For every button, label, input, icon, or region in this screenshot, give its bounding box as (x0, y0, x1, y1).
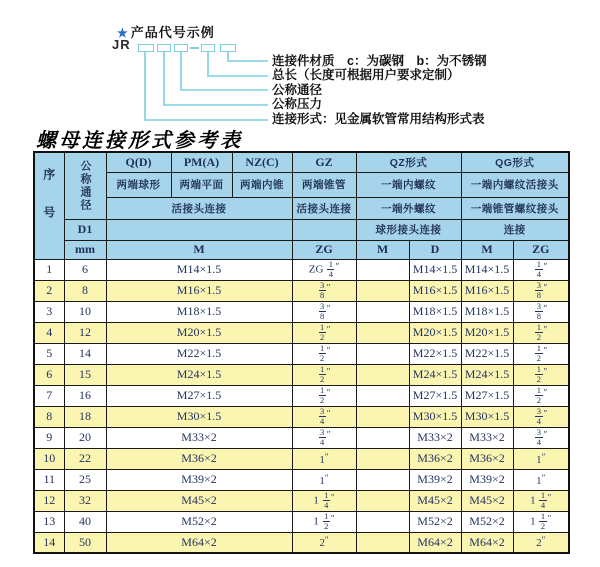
cell-qg-zg: 1″ (513, 448, 569, 469)
unit-header-qg-m: M (461, 240, 513, 259)
cell-mm: 6 (64, 259, 106, 280)
cell-qz-d: M24×1.5 (409, 364, 461, 385)
cell-no: 6 (34, 364, 64, 385)
cell-qz-d: M45×2 (409, 490, 461, 511)
cell-m: M22×1.5 (106, 343, 292, 364)
cell-m: M18×1.5 (106, 301, 292, 322)
inch-mark: ″ (547, 492, 552, 503)
fraction: $\frac{1}{2}$ (320, 385, 325, 405)
cell-m: M45×2 (106, 490, 292, 511)
table-row (34, 406, 569, 427)
fraction: $\frac{3}{4}$ (536, 406, 541, 426)
cell-zg (292, 364, 356, 385)
inch-mark: ″ (324, 535, 329, 546)
cell-no: 7 (34, 385, 64, 406)
fraction: $\frac{3}{4}$ (320, 427, 325, 447)
cell-qg-m: M45×2 (461, 490, 513, 511)
cell-qz-d: M18×1.5 (409, 301, 461, 322)
inch-mark: ″ (543, 408, 548, 419)
cell-qz-m (356, 469, 409, 490)
label-total-length: 总长（长度可根据用户要求定制） (272, 68, 460, 82)
cell-qg-m: M22×1.5 (461, 343, 513, 364)
cell-qg-zg (513, 280, 569, 301)
cell-m: M39×2 (106, 469, 292, 490)
cell-qz-d: M20×1.5 (409, 322, 461, 343)
page-title: 螺母连接形式参考表 (36, 130, 243, 152)
fraction: $\frac{1}{2}$ (536, 385, 541, 405)
cell-m: M24×1.5 (106, 364, 292, 385)
inch-mark: ″ (543, 303, 548, 314)
fraction: $\frac{1}{2}$ (536, 343, 541, 363)
cell-qg-m: M14×1.5 (461, 259, 513, 280)
cell-qz-m (356, 385, 409, 406)
cell-no: 10 (34, 448, 64, 469)
inch-mark: ″ (335, 261, 340, 272)
desc-nzc: 两端内锥 (232, 172, 292, 197)
col-header-nzc: NZ(C) (232, 152, 292, 172)
col-header-nominal-bore: 公称通径 (64, 152, 106, 219)
cell-mm: 12 (64, 322, 106, 343)
cell-no: 3 (34, 301, 64, 322)
inch-mark: ″ (330, 492, 335, 503)
inch-mark: ″ (326, 345, 331, 356)
inch-mark: ″ (541, 472, 546, 483)
label-nominal-pressure: 公称压力 (272, 97, 323, 111)
cell-qz-m (356, 259, 409, 280)
cell-qg-zg (513, 259, 569, 280)
cell-qz-m (356, 322, 409, 343)
cell-mm: 16 (64, 385, 106, 406)
col-header-serial: 序号 (34, 152, 64, 259)
cell-qz-m (356, 301, 409, 322)
qz-connection: 球形接头连接 (356, 219, 461, 240)
cell-mm: 50 (64, 532, 106, 553)
table-row (34, 427, 569, 448)
unit-header-qg-zg: ZG (513, 240, 569, 259)
cell-m: M14×1.5 (106, 259, 292, 280)
cell-no: 11 (34, 469, 64, 490)
cell-qz-d: M27×1.5 (409, 385, 461, 406)
unit-header-zg: ZG (292, 240, 356, 259)
fraction: $\frac{3}{8}$ (320, 301, 325, 321)
table-row (34, 448, 569, 469)
fraction: $\frac{1}{2}$ (320, 322, 325, 342)
fraction: $\frac{1}{4}$ (328, 259, 333, 279)
cell-qg-m: M64×2 (461, 532, 513, 553)
fraction: $\frac{3}{8}$ (320, 280, 325, 300)
reference-table (33, 151, 570, 554)
cell-mm: 8 (64, 280, 106, 301)
cell-qz-m (356, 511, 409, 532)
inch-mark: ″ (543, 282, 548, 293)
cell-zg (292, 343, 356, 364)
cell-qg-zg (513, 406, 569, 427)
fraction: $\frac{1}{2}$ (536, 364, 541, 384)
table-row (34, 364, 569, 385)
cell-qg-m: M16×1.5 (461, 280, 513, 301)
union-connection: 活接头连接 (106, 197, 292, 219)
cell-qg-m: M30×1.5 (461, 406, 513, 427)
cell-no: 4 (34, 322, 64, 343)
cell-mm: 18 (64, 406, 106, 427)
cell-qg-zg: 1 $\frac{1}{4}$ ″ (513, 490, 569, 511)
cell-m: M20×1.5 (106, 322, 292, 343)
cell-m: M36×2 (106, 448, 292, 469)
cell-qg-zg: 1 $\frac{1}{2}$ ″ (513, 511, 569, 532)
table-row (34, 490, 569, 511)
qg-connection: 连接 (461, 219, 569, 240)
fraction: $\frac{3}{4}$ (536, 427, 541, 447)
cell-qg-m: M52×2 (461, 511, 513, 532)
desc-qg-2: 一端锥管螺纹接头 (461, 197, 569, 219)
cell-no: 5 (34, 343, 64, 364)
table-row (34, 469, 569, 490)
cell-qz-m (356, 280, 409, 301)
inch-mark: ″ (330, 513, 335, 524)
cell-qg-zg (513, 364, 569, 385)
cell-qg-zg: 2″ (513, 532, 569, 553)
cell-qz-m (356, 427, 409, 448)
col-header-qd: Q(D) (106, 152, 171, 172)
table-row (34, 532, 569, 553)
col-header-pma: PM(A) (171, 152, 232, 172)
cell-mm: 14 (64, 343, 106, 364)
cell-qz-m (356, 343, 409, 364)
inch-mark: ″ (547, 513, 552, 524)
cell-qg-zg (513, 385, 569, 406)
cell-qg-m: M24×1.5 (461, 364, 513, 385)
cell-qz-d: M36×2 (409, 448, 461, 469)
fraction: $\frac{3}{4}$ (320, 406, 325, 426)
table-row (34, 511, 569, 532)
unit-header-mm: mm (64, 240, 106, 259)
inch-mark: ″ (326, 429, 331, 440)
cell-qg-m: M36×2 (461, 448, 513, 469)
table-row (34, 259, 569, 280)
cell-m: M27×1.5 (106, 385, 292, 406)
inch-mark: ″ (543, 345, 548, 356)
cell-qg-zg (513, 322, 569, 343)
inch-mark: ″ (326, 324, 331, 335)
cell-zg: 1″ (292, 448, 356, 469)
cell-zg: 1 $\frac{1}{4}$ ″ (292, 490, 356, 511)
col-header-qg: QG形式 (461, 152, 569, 172)
cell-qz-m (356, 532, 409, 553)
cell-qz-d: M52×2 (409, 511, 461, 532)
inch-mark: ″ (324, 451, 329, 462)
cell-no: 1 (34, 259, 64, 280)
table-row (34, 280, 569, 301)
fraction: $\frac{1}{2}$ (320, 343, 325, 363)
unit-header-qz-d: D (409, 240, 461, 259)
cell-no: 13 (34, 511, 64, 532)
cell-no: 14 (34, 532, 64, 553)
inch-mark: ″ (326, 366, 331, 377)
desc-qd: 两端球形 (106, 172, 171, 197)
cell-qg-m: M33×2 (461, 427, 513, 448)
fraction: $\frac{1}{4}$ (324, 490, 329, 510)
cell-qz-m (356, 448, 409, 469)
col-header-gz: GZ (292, 152, 356, 172)
cell-qg-zg: 1″ (513, 469, 569, 490)
cell-qg-zg (513, 301, 569, 322)
cell-qz-d: M30×1.5 (409, 406, 461, 427)
cell-qg-m: M39×2 (461, 469, 513, 490)
cell-m: M16×1.5 (106, 280, 292, 301)
inch-mark: ″ (543, 261, 548, 272)
cell-mm: 40 (64, 511, 106, 532)
col-header-d1: D1 (64, 219, 106, 240)
cell-qg-m: M27×1.5 (461, 385, 513, 406)
cell-m: M64×2 (106, 532, 292, 553)
label-nominal-bore: 公称通径 (272, 83, 323, 97)
fraction: $\frac{1}{2}$ (540, 511, 546, 531)
cell-mm: 32 (64, 490, 106, 511)
cell-zg (292, 427, 356, 448)
star-icon: ★ (117, 26, 129, 40)
cell-qg-zg (513, 343, 569, 364)
inch-mark: ″ (543, 366, 548, 377)
cell-qz-m (356, 490, 409, 511)
table-row (34, 385, 569, 406)
inch-mark: ″ (326, 303, 331, 314)
inch-mark: ″ (326, 408, 331, 419)
fraction: $\frac{3}{8}$ (536, 301, 541, 321)
desc-qz-1: 一端内螺纹 (356, 172, 461, 197)
cell-mm: 20 (64, 427, 106, 448)
cell-zg: ZG $\frac{1}{4}$ ″ (292, 259, 356, 280)
table-row (34, 343, 569, 364)
cell-qg-m: M20×1.5 (461, 322, 513, 343)
empty-cell (292, 219, 356, 240)
cell-m: M52×2 (106, 511, 292, 532)
cell-zg (292, 406, 356, 427)
cell-no: 9 (34, 427, 64, 448)
cell-qz-d: M33×2 (409, 427, 461, 448)
cell-zg: 1″ (292, 469, 356, 490)
label-connection-form: 连接形式：见金属软管常用结构形式表 (272, 112, 485, 126)
inch-mark: ″ (326, 282, 331, 293)
cell-zg: 2″ (292, 532, 356, 553)
table-body (34, 259, 569, 553)
code-prefix: JR (112, 37, 131, 52)
label-material: 连接件材质 c：为碳钢 b：为不锈钢 (272, 54, 487, 68)
inch-mark: ″ (543, 429, 548, 440)
desc-gz: 两端锥管 (292, 172, 356, 197)
desc-pma: 两端平面 (171, 172, 232, 197)
fraction: $\frac{3}{8}$ (536, 280, 541, 300)
fraction: $\frac{1}{4}$ (536, 259, 541, 279)
fraction: $\frac{1}{2}$ (536, 322, 541, 342)
cell-qg-zg (513, 427, 569, 448)
table-row (34, 301, 569, 322)
cell-mm: 15 (64, 364, 106, 385)
fraction: $\frac{1}{2}$ (324, 511, 329, 531)
cell-qz-d: M16×1.5 (409, 280, 461, 301)
cell-qg-m: M18×1.5 (461, 301, 513, 322)
cell-qz-m (356, 406, 409, 427)
cell-zg (292, 301, 356, 322)
inch-mark: ″ (543, 387, 548, 398)
cell-no: 8 (34, 406, 64, 427)
col-header-qz: QZ形式 (356, 152, 461, 172)
inch-mark: ″ (541, 451, 546, 462)
cell-m: M33×2 (106, 427, 292, 448)
inch-mark: ″ (326, 387, 331, 398)
inch-mark: ″ (543, 324, 548, 335)
cell-zg (292, 280, 356, 301)
cell-mm: 10 (64, 301, 106, 322)
table-row (34, 322, 569, 343)
cell-zg: 1 $\frac{1}{2}$ ″ (292, 511, 356, 532)
cell-qz-d: M39×2 (409, 469, 461, 490)
cell-m: M30×1.5 (106, 406, 292, 427)
fraction: $\frac{1}{4}$ (540, 490, 546, 510)
cell-no: 2 (34, 280, 64, 301)
cell-mm: 25 (64, 469, 106, 490)
gz-union-connection: 活接头连接 (292, 197, 356, 219)
cell-zg (292, 322, 356, 343)
unit-header-m: M (106, 240, 292, 259)
cell-mm: 22 (64, 448, 106, 469)
unit-header-qz-m: M (356, 240, 409, 259)
cell-qz-d: M22×1.5 (409, 343, 461, 364)
fraction: $\frac{1}{2}$ (320, 364, 325, 384)
cell-zg (292, 385, 356, 406)
cell-qz-d: M14×1.5 (409, 259, 461, 280)
desc-qz-2: 一端外螺纹 (356, 197, 461, 219)
cell-qz-d: M64×2 (409, 532, 461, 553)
cell-no: 12 (34, 490, 64, 511)
inch-mark: ″ (324, 472, 329, 483)
diagram-title-text: 产品代号示例 (130, 25, 215, 40)
desc-qg-1: 一端内螺纹活接头 (461, 172, 569, 197)
empty-cell (106, 219, 292, 240)
cell-qz-m (356, 364, 409, 385)
inch-mark: ″ (541, 535, 546, 546)
